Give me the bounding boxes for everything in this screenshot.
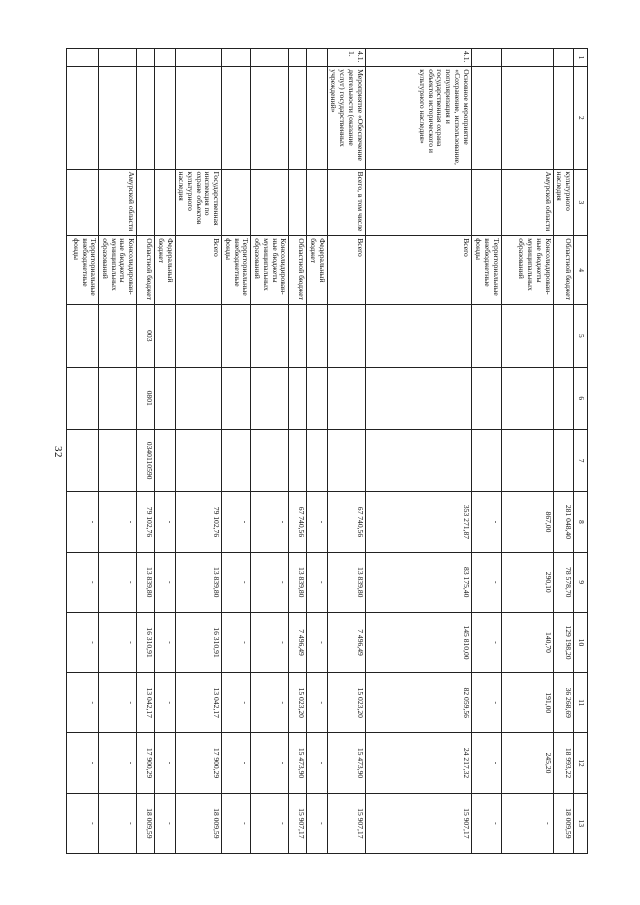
cell-col-4: Консолидирован-ные бюджеты муниципальных образований: [99, 236, 137, 305]
cell-col-13: 15 907,17: [365, 793, 471, 853]
cell-col-5: [501, 305, 553, 367]
cell-col-11: -: [307, 673, 327, 733]
cell-col-12: 17 900,29: [175, 733, 222, 793]
cell-col-12: 18 993,22: [553, 733, 573, 793]
table-row: [471, 49, 501, 854]
cell-col-11: 15 023,20: [289, 673, 307, 733]
cell-col-7: [365, 429, 471, 491]
cell-col-1: [175, 49, 222, 67]
cell-col-5: [99, 305, 137, 367]
cell-col-7: [307, 429, 327, 491]
cell-col-2: [501, 67, 553, 169]
cell-col-6: [99, 367, 137, 429]
cell-col-8: 867,00: [501, 492, 553, 552]
cell-col-4: Территориальные внебюджетные фонды: [471, 236, 501, 305]
cell-col-6: [327, 367, 365, 429]
cell-col-10: -: [67, 612, 99, 672]
column-header: 8: [574, 492, 588, 552]
cell-col-2: Мероприятие «Обеспечение деятельности (оказание услуг) государственных учреждений»: [327, 67, 365, 169]
cell-col-4: Территориальные внебюджетные фонды: [222, 236, 251, 305]
cell-col-10: 140,70: [501, 612, 553, 672]
cell-col-3: Амурской области: [501, 169, 553, 236]
column-header: 6: [574, 367, 588, 429]
cell-col-6: [222, 367, 251, 429]
cell-col-5: [327, 305, 365, 367]
cell-col-12: -: [222, 733, 251, 793]
column-header: 13: [574, 793, 588, 853]
header-row: [574, 49, 588, 854]
cell-col-4: Федеральный бюджет: [307, 236, 327, 305]
cell-col-7: [501, 429, 553, 491]
budget-table: [66, 48, 588, 854]
cell-col-3: [289, 169, 307, 236]
cell-col-2: [251, 67, 289, 169]
cell-col-4: Федеральный бюджет: [155, 236, 175, 305]
cell-col-11: 82 059,56: [365, 673, 471, 733]
cell-col-13: -: [67, 793, 99, 853]
rotated-table-container: [71, 48, 588, 854]
cell-col-3: [471, 169, 501, 236]
cell-col-6: [471, 367, 501, 429]
column-header: 9: [574, 552, 588, 612]
table-row: [307, 49, 327, 854]
cell-col-13: -: [99, 793, 137, 853]
table-row: [155, 49, 175, 854]
table-row: [67, 49, 99, 854]
cell-col-3: Государственная инспекция по охране объектов культурного наследия: [175, 169, 222, 236]
cell-col-5: [471, 305, 501, 367]
cell-col-7: [327, 429, 365, 491]
cell-col-9: 13 839,80: [327, 552, 365, 612]
table-row: [175, 49, 222, 854]
cell-col-13: 18 009,59: [553, 793, 573, 853]
cell-col-9: 290,10: [501, 552, 553, 612]
cell-col-5: 003: [137, 305, 155, 367]
cell-col-13: -: [222, 793, 251, 853]
table-row: [251, 49, 289, 854]
cell-col-1: 4.1.: [365, 49, 471, 67]
cell-col-7: 0340110590: [137, 429, 155, 491]
cell-col-6: [307, 367, 327, 429]
cell-col-9: 83 175,40: [365, 552, 471, 612]
cell-col-4: Территориальные внебюджетные фонды: [67, 236, 99, 305]
cell-col-8: 79 102,76: [137, 492, 155, 552]
cell-col-9: 13 839,80: [137, 552, 155, 612]
cell-col-1: [471, 49, 501, 67]
cell-col-3: [365, 169, 471, 236]
cell-col-6: [365, 367, 471, 429]
cell-col-3: [307, 169, 327, 236]
cell-col-4: Консолидирован-ные бюджеты муниципальных образований: [501, 236, 553, 305]
cell-col-4: Консолидирован-ные бюджеты муниципальных образований: [251, 236, 289, 305]
cell-col-10: 16 310,91: [175, 612, 222, 672]
cell-col-9: 13 839,80: [289, 552, 307, 612]
cell-col-2: [471, 67, 501, 169]
cell-col-8: 67 740,56: [289, 492, 307, 552]
cell-col-12: -: [99, 733, 137, 793]
cell-col-6: [553, 367, 573, 429]
cell-col-6: 0801: [137, 367, 155, 429]
cell-col-12: 24 217,32: [365, 733, 471, 793]
table-row: [501, 49, 553, 854]
cell-col-5: [251, 305, 289, 367]
cell-col-10: 7 496,49: [289, 612, 307, 672]
cell-col-5: [222, 305, 251, 367]
cell-col-6: [67, 367, 99, 429]
cell-col-10: -: [222, 612, 251, 672]
cell-col-9: -: [307, 552, 327, 612]
cell-col-6: [155, 367, 175, 429]
cell-col-13: 15 907,17: [289, 793, 307, 853]
cell-col-1: [289, 49, 307, 67]
cell-col-1: [155, 49, 175, 67]
cell-col-8: -: [222, 492, 251, 552]
cell-col-9: -: [99, 552, 137, 612]
cell-col-5: [155, 305, 175, 367]
cell-col-1: [67, 49, 99, 67]
cell-col-8: -: [155, 492, 175, 552]
cell-col-8: -: [251, 492, 289, 552]
cell-col-13: -: [471, 793, 501, 853]
cell-col-13: -: [307, 793, 327, 853]
cell-col-11: -: [67, 673, 99, 733]
table-row: [99, 49, 137, 854]
table-frame: [71, 48, 588, 854]
cell-col-6: [501, 367, 553, 429]
cell-col-9: -: [251, 552, 289, 612]
cell-col-3: [137, 169, 155, 236]
cell-col-11: 191,00: [501, 673, 553, 733]
cell-col-11: 13 042,17: [175, 673, 222, 733]
cell-col-12: -: [67, 733, 99, 793]
cell-col-7: [67, 429, 99, 491]
table-row: [365, 49, 471, 854]
cell-col-7: [251, 429, 289, 491]
cell-col-6: [175, 367, 222, 429]
table-row: [222, 49, 251, 854]
cell-col-12: 15 473,90: [289, 733, 307, 793]
cell-col-4: Всего: [327, 236, 365, 305]
cell-col-6: [289, 367, 307, 429]
cell-col-12: -: [471, 733, 501, 793]
cell-col-10: 7 496,49: [327, 612, 365, 672]
cell-col-13: -: [155, 793, 175, 853]
cell-col-6: [251, 367, 289, 429]
cell-col-10: -: [471, 612, 501, 672]
cell-col-7: [289, 429, 307, 491]
cell-col-9: -: [471, 552, 501, 612]
table-row: [553, 49, 573, 854]
cell-col-7: [155, 429, 175, 491]
table-row: [289, 49, 307, 854]
cell-col-4: Всего: [175, 236, 222, 305]
cell-col-2: Основное мероприятие «Сохранение, использование, популяризация и государственная охрана объектов исторического и культурного наследия»: [365, 67, 471, 169]
cell-col-5: [553, 305, 573, 367]
cell-col-5: [175, 305, 222, 367]
cell-col-8: 67 740,56: [327, 492, 365, 552]
column-header: 11: [574, 673, 588, 733]
cell-col-1: [307, 49, 327, 67]
column-header: 3: [574, 169, 588, 236]
cell-col-2: [137, 67, 155, 169]
cell-col-8: -: [67, 492, 99, 552]
column-header: 12: [574, 733, 588, 793]
cell-col-2: [155, 67, 175, 169]
cell-col-4: Областной бюджет: [137, 236, 155, 305]
cell-col-1: [222, 49, 251, 67]
cell-col-2: [99, 67, 137, 169]
cell-col-10: -: [307, 612, 327, 672]
cell-col-1: 4.1.1.: [327, 49, 365, 67]
cell-col-12: 15 473,90: [327, 733, 365, 793]
cell-col-3: культурного наследия: [553, 169, 573, 236]
cell-col-11: 15 023,20: [327, 673, 365, 733]
cell-col-8: -: [99, 492, 137, 552]
cell-col-12: -: [307, 733, 327, 793]
cell-col-11: -: [155, 673, 175, 733]
column-header: 4: [574, 236, 588, 305]
cell-col-8: 281 048,40: [553, 492, 573, 552]
cell-col-4: Всего: [365, 236, 471, 305]
cell-col-8: -: [307, 492, 327, 552]
cell-col-1: [251, 49, 289, 67]
cell-col-1: [553, 49, 573, 67]
cell-col-12: -: [155, 733, 175, 793]
cell-col-7: [222, 429, 251, 491]
cell-col-10: 129 198,20: [553, 612, 573, 672]
cell-col-9: 78 578,70: [553, 552, 573, 612]
cell-col-12: 17 900,29: [137, 733, 155, 793]
cell-col-10: -: [155, 612, 175, 672]
table-row: [327, 49, 365, 854]
cell-col-9: 13 839,80: [175, 552, 222, 612]
cell-col-13: -: [501, 793, 553, 853]
cell-col-11: -: [99, 673, 137, 733]
cell-col-7: [471, 429, 501, 491]
cell-col-12: 245,20: [501, 733, 553, 793]
cell-col-1: [137, 49, 155, 67]
cell-col-5: [289, 305, 307, 367]
cell-col-2: [222, 67, 251, 169]
column-header: 10: [574, 612, 588, 672]
cell-col-13: 18 009,59: [175, 793, 222, 853]
cell-col-13: 15 907,17: [327, 793, 365, 853]
cell-col-11: 36 268,69: [553, 673, 573, 733]
cell-col-1: [99, 49, 137, 67]
cell-col-2: [553, 67, 573, 169]
cell-col-9: -: [67, 552, 99, 612]
cell-col-4: Областной бюджет: [553, 236, 573, 305]
column-header: 1: [574, 49, 588, 67]
cell-col-8: 353 271,87: [365, 492, 471, 552]
cell-col-8: 79 102,76: [175, 492, 222, 552]
column-header: 7: [574, 429, 588, 491]
cell-col-5: [67, 305, 99, 367]
cell-col-11: 13 042,17: [137, 673, 155, 733]
cell-col-12: -: [251, 733, 289, 793]
cell-col-3: [222, 169, 251, 236]
cell-col-2: [175, 67, 222, 169]
cell-col-5: [365, 305, 471, 367]
cell-col-5: [307, 305, 327, 367]
cell-col-8: -: [471, 492, 501, 552]
cell-col-7: [175, 429, 222, 491]
cell-col-13: 18 009,59: [137, 793, 155, 853]
cell-col-7: [553, 429, 573, 491]
cell-col-10: -: [251, 612, 289, 672]
cell-col-9: -: [155, 552, 175, 612]
cell-col-2: [67, 67, 99, 169]
cell-col-10: -: [99, 612, 137, 672]
cell-col-10: 16 310,91: [137, 612, 155, 672]
cell-col-2: [289, 67, 307, 169]
cell-col-7: [99, 429, 137, 491]
cell-col-10: 145 810,00: [365, 612, 471, 672]
cell-col-3: Всего, в том числе: [327, 169, 365, 236]
cell-col-11: -: [222, 673, 251, 733]
column-header: 5: [574, 305, 588, 367]
cell-col-1: [501, 49, 553, 67]
table-row: [137, 49, 155, 854]
cell-col-9: -: [222, 552, 251, 612]
cell-col-4: Областной бюджет: [289, 236, 307, 305]
column-header: 2: [574, 67, 588, 169]
cell-col-3: [67, 169, 99, 236]
cell-col-11: -: [471, 673, 501, 733]
cell-col-13: -: [251, 793, 289, 853]
cell-col-3: Амурской области: [99, 169, 137, 236]
cell-col-3: [251, 169, 289, 236]
cell-col-3: [155, 169, 175, 236]
page-number: 32: [52, 446, 64, 458]
cell-col-11: -: [251, 673, 289, 733]
cell-col-2: [307, 67, 327, 169]
